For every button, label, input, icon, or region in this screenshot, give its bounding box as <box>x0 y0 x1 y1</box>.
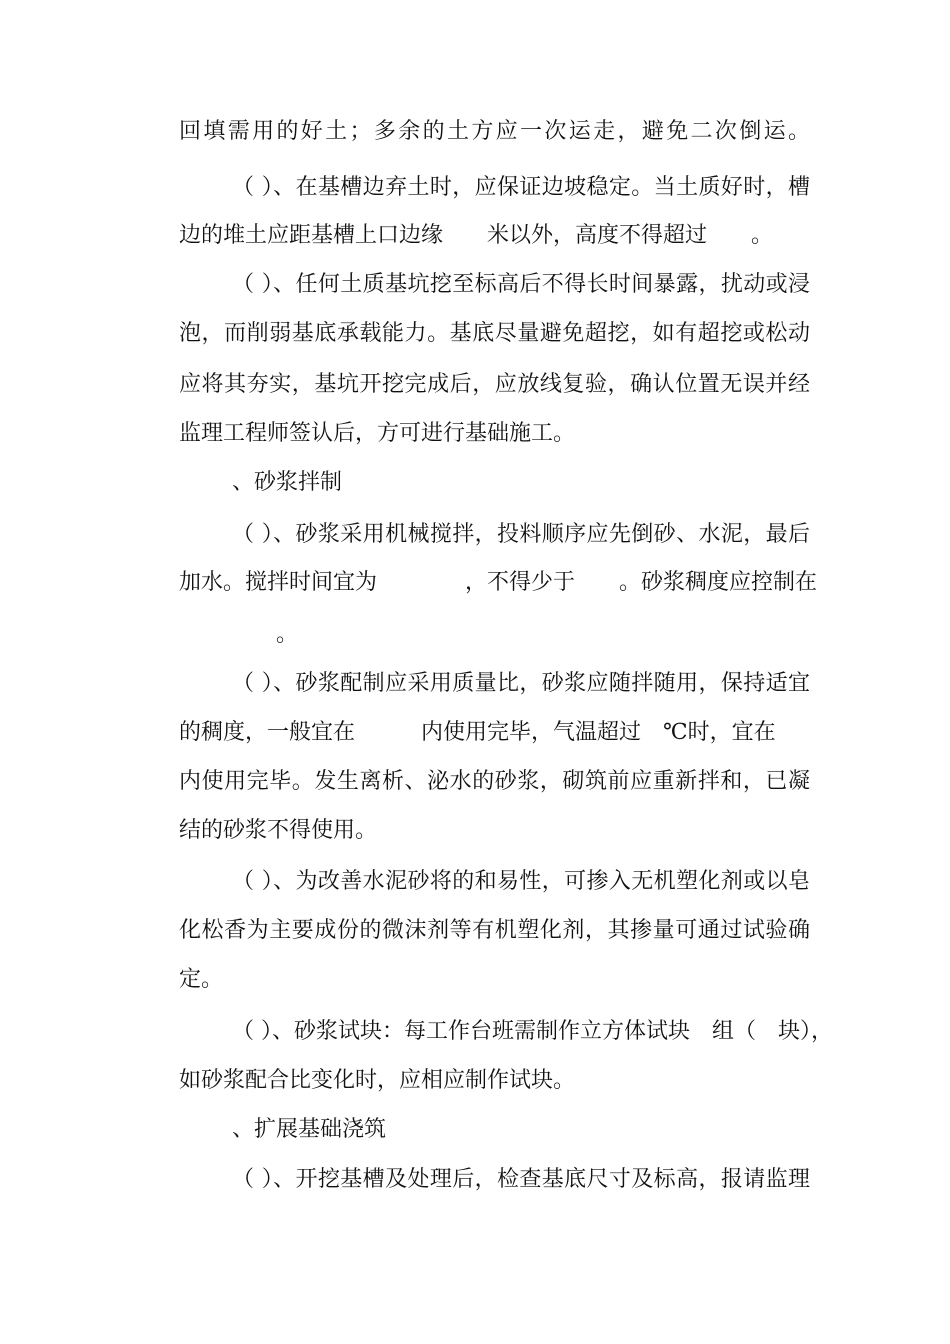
text-line: （ ）、砂浆配制应采用质量比，砂浆应随拌随用，保持适宜 <box>232 671 810 696</box>
text-line: 定。 <box>179 967 224 992</box>
text-line: 结的砂浆不得使用。 <box>179 818 378 843</box>
text-line: 内使用完毕。发生离析、泌水的砂浆，砌筑前应重新拌和，已凝 <box>179 769 810 794</box>
text-line: 。 <box>276 622 299 647</box>
text-line: 的稠度，一般宜在 内使用完毕，气温超过 ℃时，宜在 <box>179 720 776 745</box>
text-line: （ ）、砂浆采用机械搅拌，投料顺序应先倒砂、水泥，最后 <box>232 522 810 547</box>
text-line: 化松香为主要成份的微沫剂等有机塑化剂，其掺量可通过试验确 <box>179 918 810 943</box>
text-line: （ ）、在基槽边弃土时，应保证边坡稳定。当土质好时，槽 <box>232 175 810 200</box>
text-line: 如砂浆配合比变化时，应相应制作试块。 <box>179 1068 576 1093</box>
section-heading: 、扩展基础浇筑 <box>232 1117 387 1142</box>
text-line: 回填需用的好土；多余的土方应一次运走，避免二次倒运。 <box>179 119 810 144</box>
text-line: 边的堆土应距基槽上口边缘 米以外，高度不得超过 。 <box>179 223 774 248</box>
text-line: 应将其夯实，基坑开挖完成后，应放线复验，确认位置无误并经 <box>179 372 810 397</box>
text-line: （ ）、开挖基槽及处理后，检查基底尺寸及标高，报请监理 <box>232 1167 810 1192</box>
text-line: 泡，而削弱基底承载能力。基底尽量避免超挖，如有超挖或松动 <box>179 321 810 346</box>
text-line: （ ）、为改善水泥砂将的和易性，可掺入无机塑化剂或以皂 <box>232 869 810 894</box>
text-line: 加水。搅拌时间宜为 ，不得少于 。砂浆稠度应控制在 <box>179 570 818 595</box>
section-heading: 、砂浆拌制 <box>232 470 343 495</box>
text-line: （ ）、砂浆试块：每工作台班需制作立方体试块 组（ 块）， <box>232 1019 833 1044</box>
text-line: （ ）、任何土质基坑挖至标高后不得长时间暴露，扰动或浸 <box>232 272 810 297</box>
text-line: 监理工程师签认后，方可进行基础施工。 <box>179 421 576 446</box>
